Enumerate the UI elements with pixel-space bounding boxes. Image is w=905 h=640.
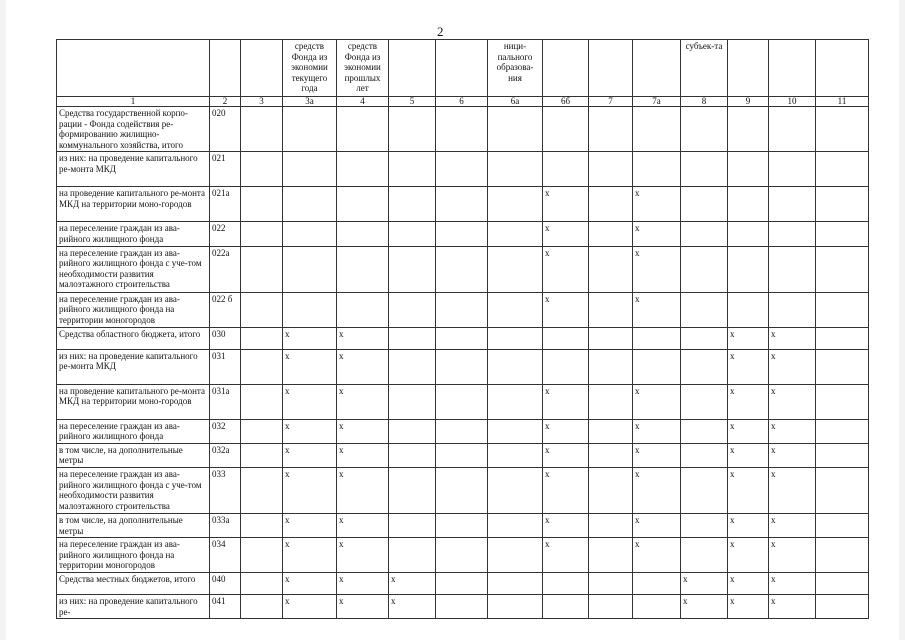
mark-cell: х (681, 573, 728, 595)
mark-cell (681, 187, 728, 222)
mark-cell (389, 384, 436, 419)
column-number-cell: 6а (488, 97, 543, 107)
mark-cell: х (769, 573, 816, 595)
mark-cell: х (337, 419, 389, 443)
mark-cell (488, 152, 543, 187)
row-name-cell: в том числе, на дополнительные метры (57, 443, 210, 467)
table-row (57, 222, 869, 246)
mark-cell (816, 419, 869, 443)
mark-cell: х (543, 292, 589, 327)
mark-cell: х (769, 513, 816, 537)
header-cell: средств Фонда из экономии прошлых лет (337, 40, 389, 97)
mark-cell (241, 467, 283, 513)
mark-cell (389, 443, 436, 467)
mark-cell (589, 187, 633, 222)
table-row (57, 573, 869, 595)
mark-cell (488, 384, 543, 419)
mark-cell (589, 573, 633, 595)
row-code-cell: 022 б (210, 292, 241, 327)
mark-cell (436, 107, 488, 152)
mark-cell: х (769, 384, 816, 419)
mark-cell (241, 443, 283, 467)
mark-cell: х (389, 573, 436, 595)
column-number-cell: 7а (633, 97, 681, 107)
mark-cell (816, 443, 869, 467)
mark-cell: х (769, 595, 816, 619)
mark-cell: х (543, 467, 589, 513)
mark-cell (589, 443, 633, 467)
row-code-cell: 032а (210, 443, 241, 467)
mark-cell (337, 246, 389, 292)
table-row (57, 513, 869, 537)
header-cell: средств Фонда из экономии текущего года (283, 40, 337, 97)
row-name-cell: из них: на проведение капитального ре- (57, 595, 210, 619)
row-code-cell: 034 (210, 538, 241, 573)
mark-cell: х (283, 384, 337, 419)
row-code-cell: 022а (210, 246, 241, 292)
mark-cell: х (337, 349, 389, 384)
header-cell (589, 40, 633, 97)
mark-cell: х (728, 384, 769, 419)
mark-cell (241, 384, 283, 419)
row-code-cell: 033а (210, 513, 241, 537)
mark-cell (728, 107, 769, 152)
mark-cell (633, 152, 681, 187)
mark-cell (389, 467, 436, 513)
mark-cell (543, 595, 589, 619)
mark-cell (728, 152, 769, 187)
row-name-cell: на переселение граждан из ава-рийного жилищного фонда на территории моногородов (57, 292, 210, 327)
mark-cell (543, 349, 589, 384)
mark-cell (488, 222, 543, 246)
mark-cell: х (728, 419, 769, 443)
mark-cell (241, 419, 283, 443)
mark-cell (728, 246, 769, 292)
mark-cell: х (337, 595, 389, 619)
mark-cell: х (283, 327, 337, 349)
mark-cell: х (283, 573, 337, 595)
column-number-cell: 5 (389, 97, 436, 107)
mark-cell (633, 327, 681, 349)
mark-cell: х (337, 327, 389, 349)
column-number-cell: 3а (283, 97, 337, 107)
mark-cell: х (543, 246, 589, 292)
mark-cell: х (769, 419, 816, 443)
mark-cell (816, 384, 869, 419)
mark-cell (816, 467, 869, 513)
mark-cell (436, 349, 488, 384)
mark-cell (389, 419, 436, 443)
row-name-cell: на переселение граждан из ава-рийного жилищного фонда на территории моногородов (57, 538, 210, 573)
mark-cell: х (543, 538, 589, 573)
header-cell (389, 40, 436, 97)
column-number-cell: 8 (681, 97, 728, 107)
header-cell (633, 40, 681, 97)
mark-cell: х (633, 419, 681, 443)
mark-cell (389, 107, 436, 152)
row-name-cell: Средства областного бюджета, итого (57, 327, 210, 349)
mark-cell (816, 187, 869, 222)
mark-cell: х (728, 538, 769, 573)
mark-cell: х (633, 292, 681, 327)
scan-edge-left (0, 0, 6, 640)
mark-cell: х (337, 384, 389, 419)
mark-cell (769, 107, 816, 152)
mark-cell (241, 538, 283, 573)
mark-cell (436, 573, 488, 595)
mark-cell (633, 349, 681, 384)
mark-cell (816, 595, 869, 619)
mark-cell (283, 292, 337, 327)
mark-cell (389, 349, 436, 384)
mark-cell (436, 292, 488, 327)
mark-cell: х (337, 538, 389, 573)
mark-cell (681, 292, 728, 327)
mark-cell (816, 107, 869, 152)
table-row (57, 107, 869, 152)
row-name-cell: на проведение капитального ре-монта МКД на территории моно-городов (57, 384, 210, 419)
mark-cell (816, 246, 869, 292)
mark-cell: х (337, 443, 389, 467)
mark-cell (488, 327, 543, 349)
mark-cell (589, 538, 633, 573)
mark-cell: х (337, 573, 389, 595)
column-number-cell: 2 (210, 97, 241, 107)
mark-cell (436, 222, 488, 246)
table-body (57, 40, 869, 619)
mark-cell (436, 538, 488, 573)
mark-cell: х (283, 538, 337, 573)
mark-cell: х (633, 443, 681, 467)
mark-cell (488, 246, 543, 292)
mark-cell (488, 187, 543, 222)
mark-cell (681, 443, 728, 467)
row-code-cell: 041 (210, 595, 241, 619)
mark-cell (241, 187, 283, 222)
mark-cell: х (769, 349, 816, 384)
mark-cell (337, 222, 389, 246)
mark-cell: х (728, 513, 769, 537)
mark-cell (436, 384, 488, 419)
row-code-cell: 021а (210, 187, 241, 222)
table-row (57, 443, 869, 467)
scan-edge-right (899, 0, 905, 640)
mark-cell: х (283, 513, 337, 537)
mark-cell: х (728, 573, 769, 595)
mark-cell (283, 107, 337, 152)
row-name-cell: на переселение граждан из ава-рийного жилищного фонда с уче-том необходимости развития малоэтажного строительства (57, 467, 210, 513)
mark-cell (337, 187, 389, 222)
mark-cell (589, 349, 633, 384)
mark-cell (543, 573, 589, 595)
mark-cell: х (728, 467, 769, 513)
mark-cell (633, 107, 681, 152)
header-cell (769, 40, 816, 97)
mark-cell (769, 222, 816, 246)
mark-cell (241, 349, 283, 384)
mark-cell (589, 222, 633, 246)
mark-cell (589, 107, 633, 152)
column-number-cell: 6 (436, 97, 488, 107)
table-row (57, 292, 869, 327)
mark-cell (681, 419, 728, 443)
mark-cell (436, 327, 488, 349)
mark-cell: х (633, 187, 681, 222)
mark-cell (488, 349, 543, 384)
mark-cell (543, 107, 589, 152)
column-number-cell: 9 (728, 97, 769, 107)
mark-cell (816, 513, 869, 537)
mark-cell (681, 107, 728, 152)
row-name-cell: Средства государственной корпо-рации - Фонда содействия ре-формированию жилищно-коммунального хозяйства, итого (57, 107, 210, 152)
mark-cell (589, 419, 633, 443)
mark-cell (816, 349, 869, 384)
mark-cell (589, 246, 633, 292)
mark-cell: х (728, 349, 769, 384)
table-row (57, 419, 869, 443)
mark-cell: х (769, 538, 816, 573)
mark-cell: х (728, 443, 769, 467)
mark-cell (436, 152, 488, 187)
column-number-cell: 10 (769, 97, 816, 107)
mark-cell (633, 573, 681, 595)
header-cell: субъек-та (681, 40, 728, 97)
mark-cell (436, 595, 488, 619)
row-code-cell: 033 (210, 467, 241, 513)
row-name-cell: в том числе, на дополнительные метры (57, 513, 210, 537)
table-row (57, 327, 869, 349)
mark-cell (241, 327, 283, 349)
mark-cell (728, 187, 769, 222)
mark-cell (681, 246, 728, 292)
mark-cell (436, 187, 488, 222)
mark-cell (283, 152, 337, 187)
row-name-cell: на проведение капитального ре-монта МКД на территории моно-городов (57, 187, 210, 222)
mark-cell: х (543, 384, 589, 419)
mark-cell (389, 327, 436, 349)
mark-cell: х (728, 595, 769, 619)
mark-cell (543, 327, 589, 349)
mark-cell (241, 152, 283, 187)
mark-cell (816, 538, 869, 573)
mark-cell: х (633, 467, 681, 513)
mark-cell (488, 573, 543, 595)
table-row (57, 467, 869, 513)
mark-cell: х (728, 327, 769, 349)
mark-cell (241, 222, 283, 246)
mark-cell (589, 292, 633, 327)
column-number-cell: 7 (589, 97, 633, 107)
table-row (57, 595, 869, 619)
mark-cell (681, 327, 728, 349)
mark-cell (436, 513, 488, 537)
mark-cell (633, 595, 681, 619)
mark-cell (283, 187, 337, 222)
mark-cell (589, 384, 633, 419)
mark-cell (589, 467, 633, 513)
column-number-cell: 11 (816, 97, 869, 107)
row-name-cell: на переселение граждан из ава-рийного жилищного фонда с уче-том необходимости развития малоэтажного строительства (57, 246, 210, 292)
mark-cell (241, 595, 283, 619)
mark-cell: х (337, 513, 389, 537)
mark-cell (681, 349, 728, 384)
mark-cell (681, 467, 728, 513)
mark-cell (389, 292, 436, 327)
mark-cell (241, 573, 283, 595)
mark-cell (681, 384, 728, 419)
mark-cell (436, 419, 488, 443)
mark-cell: х (543, 443, 589, 467)
mark-cell: х (389, 595, 436, 619)
mark-cell: х (633, 513, 681, 537)
mark-cell: х (543, 513, 589, 537)
row-name-cell: из них: на проведение капитального ре-монта МКД (57, 349, 210, 384)
mark-cell (241, 107, 283, 152)
mark-cell (337, 152, 389, 187)
mark-cell (589, 327, 633, 349)
mark-cell (816, 573, 869, 595)
mark-cell (241, 513, 283, 537)
table-row (57, 246, 869, 292)
mark-cell (728, 222, 769, 246)
row-code-cell: 032 (210, 419, 241, 443)
mark-cell: х (769, 443, 816, 467)
mark-cell (488, 292, 543, 327)
table-row (57, 349, 869, 384)
table-row (57, 384, 869, 419)
header-cell (57, 40, 210, 97)
mark-cell (241, 246, 283, 292)
mark-cell (488, 419, 543, 443)
column-number-cell: 4 (337, 97, 389, 107)
mark-cell: х (337, 467, 389, 513)
mark-cell (283, 246, 337, 292)
mark-cell (769, 246, 816, 292)
mark-cell (769, 292, 816, 327)
mark-cell (488, 107, 543, 152)
mark-cell (816, 152, 869, 187)
mark-cell (337, 292, 389, 327)
mark-cell (389, 187, 436, 222)
column-number-row (57, 97, 869, 107)
header-cell (436, 40, 488, 97)
mark-cell: х (633, 222, 681, 246)
header-cell (543, 40, 589, 97)
mark-cell (389, 513, 436, 537)
mark-cell (389, 246, 436, 292)
mark-cell (681, 152, 728, 187)
mark-cell: х (283, 419, 337, 443)
row-name-cell: на переселение граждан из ава-рийного жилищного фонда (57, 222, 210, 246)
row-code-cell: 030 (210, 327, 241, 349)
row-code-cell: 031а (210, 384, 241, 419)
page-number: 2 (437, 24, 444, 39)
mark-cell (488, 467, 543, 513)
mark-cell (589, 595, 633, 619)
table-row (57, 538, 869, 573)
mark-cell (389, 152, 436, 187)
row-name-cell: на переселение граждан из ава-рийного жилищного фонда (57, 419, 210, 443)
row-code-cell: 040 (210, 573, 241, 595)
table-row (57, 187, 869, 222)
row-code-cell: 021 (210, 152, 241, 187)
mark-cell (283, 222, 337, 246)
mark-cell: х (633, 538, 681, 573)
mark-cell (681, 513, 728, 537)
mark-cell (488, 513, 543, 537)
header-cell (816, 40, 869, 97)
mark-cell: х (633, 384, 681, 419)
mark-cell: х (769, 327, 816, 349)
mark-cell (681, 538, 728, 573)
mark-cell (488, 443, 543, 467)
mark-cell (436, 467, 488, 513)
header-cell: ници-пального образова-ния (488, 40, 543, 97)
mark-cell: х (769, 467, 816, 513)
mark-cell: х (283, 443, 337, 467)
mark-cell (728, 292, 769, 327)
mark-cell: х (283, 467, 337, 513)
row-code-cell: 020 (210, 107, 241, 152)
mark-cell (436, 246, 488, 292)
row-name-cell: из них: на проведение капитального ре-монта МКД (57, 152, 210, 187)
row-code-cell: 022 (210, 222, 241, 246)
mark-cell: х (543, 222, 589, 246)
mark-cell: х (681, 595, 728, 619)
row-code-cell: 031 (210, 349, 241, 384)
mark-cell (543, 152, 589, 187)
mark-cell: х (283, 595, 337, 619)
mark-cell (816, 327, 869, 349)
mark-cell (389, 222, 436, 246)
mark-cell (769, 152, 816, 187)
mark-cell (816, 292, 869, 327)
column-number-cell: 1 (57, 97, 210, 107)
mark-cell (488, 538, 543, 573)
mark-cell: х (633, 246, 681, 292)
table-header-row (57, 40, 869, 97)
table-row (57, 152, 869, 187)
mark-cell (816, 222, 869, 246)
mark-cell: х (543, 419, 589, 443)
mark-cell (389, 538, 436, 573)
mark-cell (436, 443, 488, 467)
mark-cell (488, 595, 543, 619)
mark-cell (589, 152, 633, 187)
mark-cell (337, 107, 389, 152)
header-cell (728, 40, 769, 97)
column-number-cell: 3 (241, 97, 283, 107)
mark-cell (241, 292, 283, 327)
mark-cell: х (283, 349, 337, 384)
row-name-cell: Средства местных бюджетов, итого (57, 573, 210, 595)
mark-cell (589, 513, 633, 537)
header-cell (241, 40, 283, 97)
mark-cell (681, 222, 728, 246)
mark-cell (769, 187, 816, 222)
report-form-table (56, 39, 869, 619)
column-number-cell: 6б (543, 97, 589, 107)
header-cell (210, 40, 241, 97)
mark-cell: х (543, 187, 589, 222)
